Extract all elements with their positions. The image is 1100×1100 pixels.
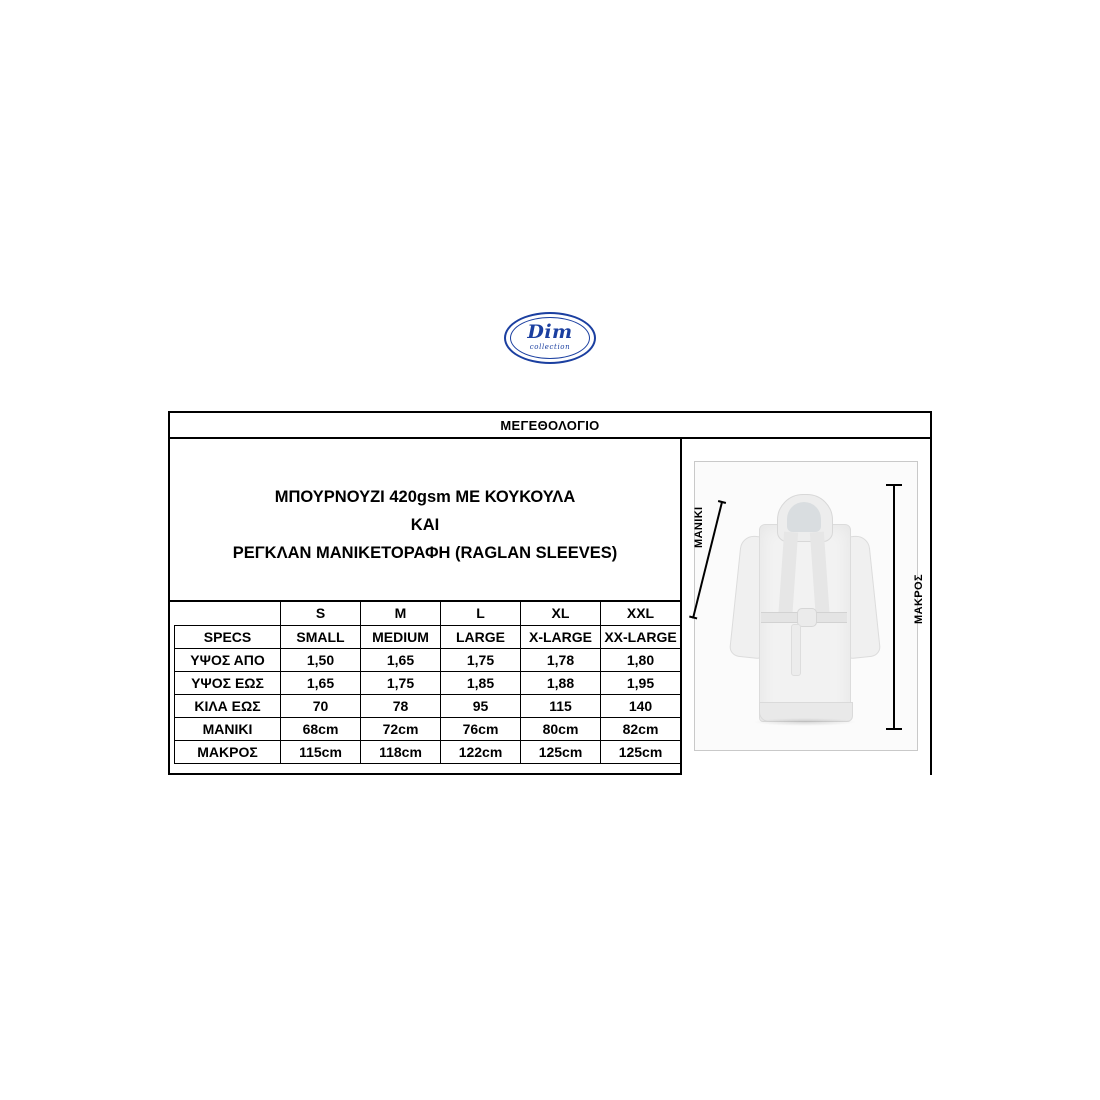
row-value: 1,95 bbox=[601, 671, 681, 694]
header-xx-large: XX-LARGE bbox=[601, 625, 681, 648]
header-x-large: X-LARGE bbox=[521, 625, 601, 648]
row-value: 122cm bbox=[441, 740, 521, 763]
description-line-3: ΡΕΓΚΛΑΝ ΜΑΝΙΚΕΤΟΡΑΦΗ (RAGLAN SLEEVES) bbox=[232, 543, 618, 562]
robe-belt-tie bbox=[791, 624, 801, 676]
bathrobe-illustration bbox=[729, 480, 879, 738]
row-value: 1,85 bbox=[441, 671, 521, 694]
row-label: ΜΑΝΙΚΙ bbox=[175, 717, 281, 740]
row-label: ΥΨΟΣ ΕΩΣ bbox=[175, 671, 281, 694]
table-row bbox=[175, 717, 681, 740]
header-specs: SPECS bbox=[175, 625, 281, 648]
header-size-s: S bbox=[281, 602, 361, 625]
row-value: 72cm bbox=[361, 717, 441, 740]
row-value: 1,75 bbox=[441, 648, 521, 671]
header-size-xxl: XXL bbox=[601, 602, 681, 625]
header-small: SMALL bbox=[281, 625, 361, 648]
product-description bbox=[170, 439, 680, 602]
robe-shadow bbox=[753, 718, 857, 726]
row-value: 115 bbox=[521, 694, 601, 717]
header-size-l: L bbox=[441, 602, 521, 625]
row-value: 1,65 bbox=[361, 648, 441, 671]
row-value: 1,78 bbox=[521, 648, 601, 671]
table-row-size-full bbox=[175, 625, 681, 648]
size-chart-sheet bbox=[168, 411, 932, 775]
robe-hood-lining bbox=[787, 502, 821, 532]
row-value: 1,65 bbox=[281, 671, 361, 694]
row-value: 70 bbox=[281, 694, 361, 717]
brand-logo bbox=[504, 312, 596, 368]
table-row bbox=[175, 648, 681, 671]
sleeve-measure-label: ΜΑΝΙΚΙ bbox=[693, 506, 705, 548]
row-label: ΜΑΚΡΟΣ bbox=[175, 740, 281, 763]
table-row bbox=[175, 671, 681, 694]
row-value: 80cm bbox=[521, 717, 601, 740]
row-value: 78 bbox=[361, 694, 441, 717]
table-row-size-abbr bbox=[175, 602, 681, 625]
size-table bbox=[174, 602, 681, 764]
sheet-title-band bbox=[170, 413, 930, 439]
row-value: 125cm bbox=[601, 740, 681, 763]
length-measure-arrow-icon bbox=[893, 484, 895, 730]
row-value: 1,50 bbox=[281, 648, 361, 671]
row-value: 125cm bbox=[521, 740, 601, 763]
row-value: 1,88 bbox=[521, 671, 601, 694]
row-value: 1,75 bbox=[361, 671, 441, 694]
table-row bbox=[175, 740, 681, 763]
logo-brand-name: Dim bbox=[527, 321, 573, 343]
header-size-xl: XL bbox=[521, 602, 601, 625]
row-value: 118cm bbox=[361, 740, 441, 763]
row-value: 115cm bbox=[281, 740, 361, 763]
row-value: 68cm bbox=[281, 717, 361, 740]
description-line-1: ΜΠΟΥΡΝΟΥΖΙ 420gsm ΜΕ ΚΟΥΚΟΥΛΑ bbox=[274, 487, 576, 506]
row-value: 82cm bbox=[601, 717, 681, 740]
row-label: ΚΙΛΑ ΕΩΣ bbox=[175, 694, 281, 717]
left-column bbox=[170, 439, 682, 775]
right-column bbox=[682, 439, 930, 775]
row-value: 76cm bbox=[441, 717, 521, 740]
row-value: 95 bbox=[441, 694, 521, 717]
product-photo bbox=[693, 461, 925, 751]
length-measure-label: ΜΑΚΡΟΣ bbox=[913, 574, 925, 624]
row-label: ΥΨΟΣ ΑΠΟ bbox=[175, 648, 281, 671]
table-cell-empty bbox=[175, 602, 281, 625]
header-large: LARGE bbox=[441, 625, 521, 648]
logo-brand-subtitle: collection bbox=[529, 343, 571, 351]
header-size-m: M bbox=[361, 602, 441, 625]
table-row bbox=[175, 694, 681, 717]
description-line-2: ΚΑΙ bbox=[410, 515, 440, 534]
row-value: 1,80 bbox=[601, 648, 681, 671]
header-medium: MEDIUM bbox=[361, 625, 441, 648]
page-title: ΜΕΓΕΘΟΛΟΓΙΟ bbox=[500, 417, 600, 433]
row-value: 140 bbox=[601, 694, 681, 717]
